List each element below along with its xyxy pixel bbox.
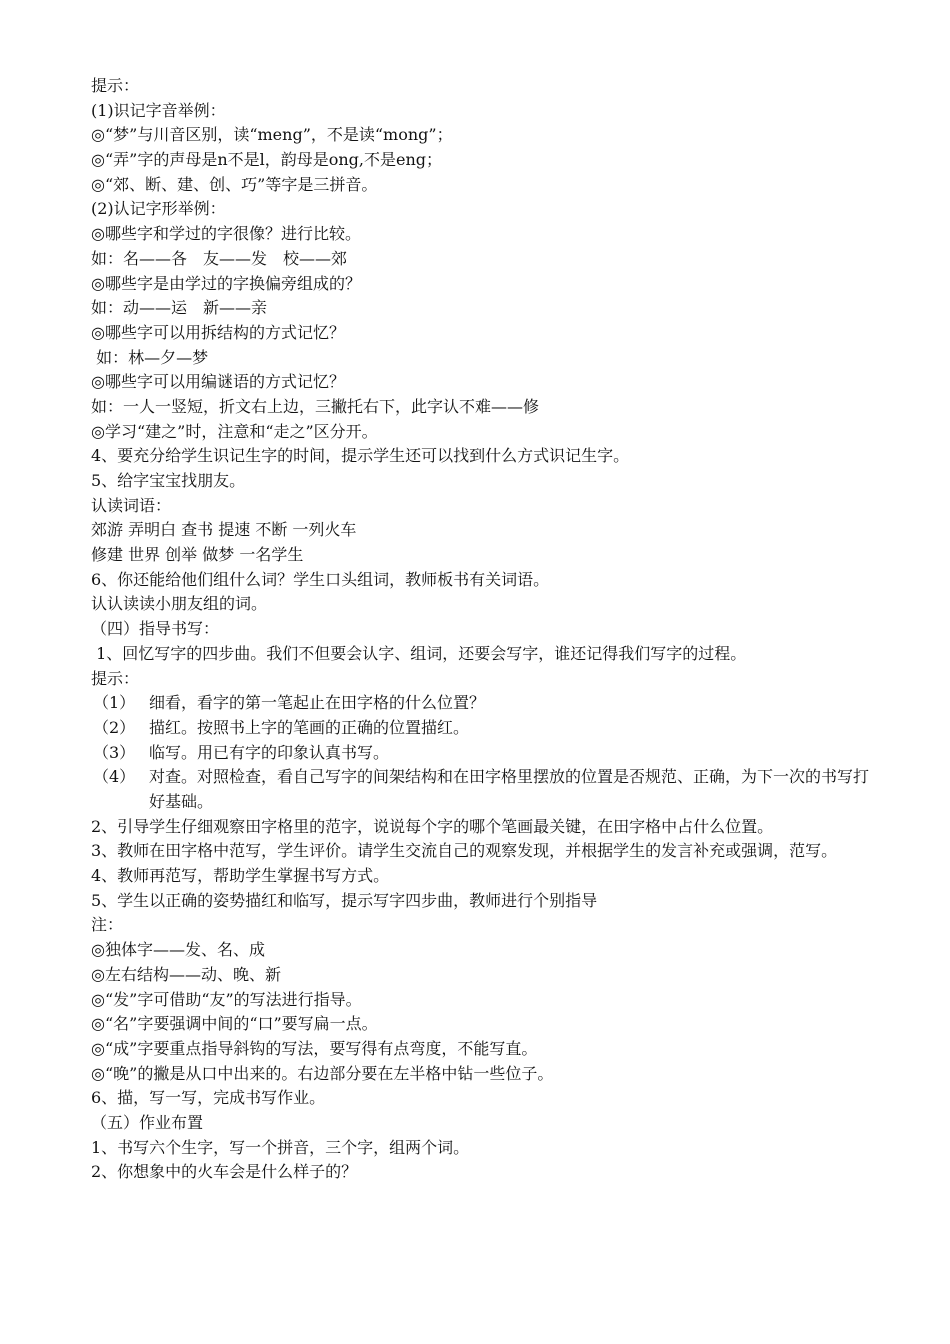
text-line: ◎“弄”字的声母是n不是l，韵母是ong,不是eng；: [91, 150, 443, 170]
step-item: [91, 741, 871, 766]
text-line: 注：: [91, 915, 124, 935]
text-line: ◎“名”字要强调中间的“口”要写扁一点。: [91, 1014, 378, 1034]
step-text: 细看，看字的第一笔起止在田字格的什么位置？: [149, 693, 486, 713]
text-line: 提示：: [91, 668, 140, 688]
text-line: 提示：: [91, 76, 140, 95]
text-line: ◎哪些字可以用编谜语的方式记忆？: [91, 372, 345, 392]
text-line: 5、学生以正确的姿势描红和临写，提示写字四步曲，教师进行个别指导: [91, 890, 598, 910]
text-line: 2、你想象中的火车会是什么样子的？: [91, 1162, 358, 1182]
text-line: 2、引导学生仔细观察田字格里的范字，说说每个字的哪个笔画最关键，在田字格中占什么位置。: [91, 816, 774, 836]
text-line: 如：一人一竖短，折文右上边，三撇托右下，此字认不难——修: [91, 396, 540, 416]
text-line: ◎“发”字可借助“友”的写法进行指导。: [91, 989, 362, 1009]
step-text: 描红。按照书上字的笔画的正确的位置描红。: [149, 717, 470, 737]
step-number: （1）: [93, 693, 136, 713]
step-item: [91, 716, 871, 741]
step-number: （3）: [93, 742, 136, 762]
text-line: 3、教师在田字格中范写，学生评价。请学生交流自己的观察发现，并根据学生的发言补充或强调，范写。: [91, 841, 838, 861]
text-line: ◎“成”字要重点指导斜钩的写法，要写得有点弯度，不能写直。: [91, 1038, 538, 1058]
text-line: 如：名——各 友——发 校——郊: [91, 248, 348, 268]
text-line: 6、描，写一写，完成书写作业。: [91, 1088, 326, 1108]
text-line: ◎“晚”的撇是从口中出来的。右边部分要在左半格中钻一些位子。: [91, 1063, 554, 1083]
text-line: ◎独体字——发、名、成: [91, 940, 265, 960]
text-line: 1、书写六个生字，写一个拼音，三个字，组两个词。: [91, 1137, 470, 1157]
text-line: 5、给字宝宝找朋友。: [91, 471, 246, 490]
text-line: ◎“梦”与川音区别，读“meng”，不是读“mong”；: [91, 125, 453, 145]
document-page: [91, 74, 871, 1185]
text-line: 1、回忆写字的四步曲。我们不但要会认字、组词，还要会写字，谁还记得我们写字的过程。: [91, 643, 747, 663]
step-number: （4）: [93, 767, 136, 787]
step-text: 对查。对照检查，看自己写字的间架结构和在田字格里摆放的位置是否规范、正确，为下一次的书写打好基础。: [149, 767, 870, 811]
text-line: ◎左右结构——动、晚、新: [91, 964, 281, 984]
text-line: 4、要充分给学生识记生字的时间，提示学生还可以找到什么方式识记生字。: [91, 446, 630, 466]
text-line: 郊游 弄明白 查书 提速 不断 一列火车: [91, 520, 357, 540]
text-line: (1)识记字音举例：: [91, 100, 226, 120]
text-line: 如：动——运 新——亲: [91, 298, 268, 318]
text-line: 认读词语：: [91, 495, 172, 515]
text-line: 修建 世界 创举 做梦 一名学生: [91, 545, 304, 565]
step-item: [91, 765, 871, 814]
text-line: ◎哪些字可以用拆结构的方式记忆？: [91, 322, 345, 342]
text-line: 认认读读小朋友组的词。: [91, 594, 268, 614]
text-line: ◎“郊、断、建、创、巧”等字是三拼音。: [91, 174, 378, 194]
text-line: 6、你还能给他们组什么词？学生口头组词，教师板书有关词语。: [91, 569, 550, 589]
text-line: 4、教师再范写，帮助学生掌握书写方式。: [91, 866, 390, 886]
text-line: ◎哪些字和学过的字很像？进行比较。: [91, 224, 361, 244]
step-text: 临写。用已有字的印象认真书写。: [149, 742, 390, 762]
step-item: [91, 691, 871, 716]
section-heading: （四）指导书写：: [91, 619, 220, 639]
text-line: (2)认记字形举例：: [91, 199, 226, 219]
text-line: 如：林—夕—梦: [91, 347, 209, 367]
text-line: ◎哪些字是由学过的字换偏旁组成的？: [91, 273, 361, 293]
section-heading: （五）作业布置: [91, 1112, 204, 1132]
step-number: （2）: [93, 717, 136, 737]
text-line: ◎学习“建之”时，注意和“走之”区分开。: [91, 421, 378, 441]
